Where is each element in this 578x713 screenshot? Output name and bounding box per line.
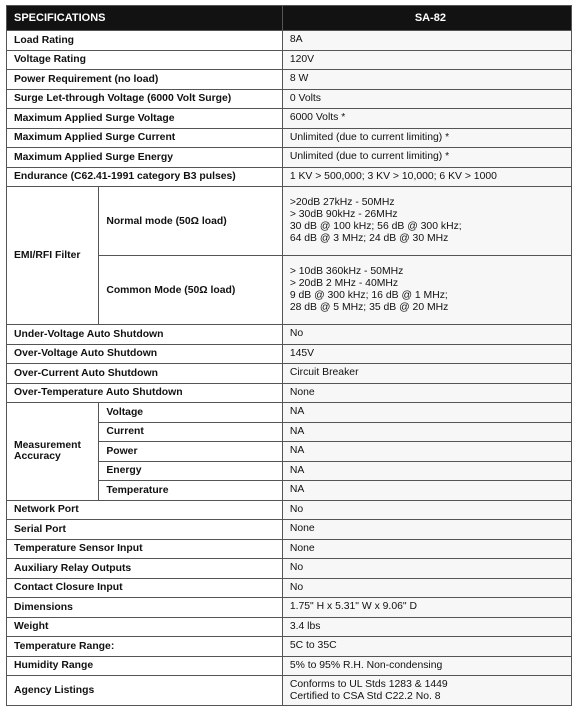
row-label: Maximum Applied Surge Current — [7, 128, 283, 148]
table-row — [7, 89, 572, 109]
measurement-item-value: NA — [282, 403, 571, 423]
measurement-item-value: NA — [282, 442, 571, 462]
table-row — [7, 656, 572, 676]
row-value: 145V — [282, 344, 571, 364]
table-row — [7, 148, 572, 168]
table-row — [7, 500, 572, 520]
row-value: None — [282, 539, 571, 559]
row-value: Unlimited (due to current limiting) * — [282, 128, 571, 148]
table-row — [7, 617, 572, 637]
row-value: No — [282, 500, 571, 520]
row-label: Temperature Sensor Input — [7, 539, 283, 559]
row-value: 0 Volts — [282, 89, 571, 109]
row-label: Network Port — [7, 500, 283, 520]
header-title: SPECIFICATIONS — [7, 6, 283, 31]
emi-common-line: > 20dB 2 MHz - 40MHz — [289, 278, 399, 289]
header-model: SA-82 — [282, 6, 571, 31]
measurement-label-line: Accuracy — [14, 451, 61, 463]
measurement-accuracy-label — [7, 403, 99, 501]
row-value: None — [282, 383, 571, 403]
emi-filter-label: EMI/RFI Filter — [7, 187, 99, 325]
measurement-item-value: NA — [282, 481, 571, 501]
emi-normal-line: >20dB 27kHz - 50MHz — [289, 197, 395, 208]
row-label: Temperature Range: — [7, 637, 283, 657]
table-row — [7, 383, 572, 403]
row-value: No — [282, 325, 571, 345]
row-label: Power Requirement (no load) — [7, 70, 283, 90]
row-label: Maximum Applied Surge Voltage — [7, 109, 283, 129]
agency-row — [7, 676, 572, 706]
row-label: Humidity Range — [7, 656, 283, 676]
row-label: Load Rating — [7, 31, 283, 51]
row-label: Dimensions — [7, 598, 283, 618]
row-value: No — [282, 559, 571, 579]
measurement-item-label: Temperature — [99, 481, 283, 501]
emi-common-line: > 10dB 360kHz - 50MHz — [289, 266, 404, 277]
emi-common-label: Common Mode (50Ω load) — [99, 256, 283, 325]
row-label: Over-Temperature Auto Shutdown — [7, 383, 283, 403]
table-row — [7, 559, 572, 579]
measurement-item-label: Current — [99, 422, 283, 442]
emi-normal-line: 30 dB @ 100 kHz; 56 dB @ 300 kHz; — [289, 221, 462, 232]
table-header-row — [7, 6, 572, 31]
measurement-item-value: NA — [282, 422, 571, 442]
table-row — [7, 637, 572, 657]
row-label: Voltage Rating — [7, 50, 283, 70]
emi-common-line: 28 dB @ 5 MHz; 35 dB @ 20 MHz — [289, 302, 449, 313]
table-row — [7, 344, 572, 364]
row-value: 5% to 95% R.H. Non-condensing — [282, 656, 571, 676]
row-value: 3.4 lbs — [282, 617, 571, 637]
row-label: Auxiliary Relay Outputs — [7, 559, 283, 579]
emi-normal-label: Normal mode (50Ω load) — [99, 187, 283, 256]
row-label: Serial Port — [7, 520, 283, 540]
measurement-item-value: NA — [282, 461, 571, 481]
emi-common-line: 9 dB @ 300 kHz; 16 dB @ 1 MHz; — [289, 290, 448, 301]
row-value: Circuit Breaker — [282, 364, 571, 384]
measurement-item-label: Energy — [99, 461, 283, 481]
row-label: Contact Closure Input — [7, 578, 283, 598]
measurement-row — [7, 403, 572, 423]
table-row — [7, 70, 572, 90]
row-label: Endurance (C62.41-1991 category B3 pulses) — [7, 167, 283, 187]
agency-label: Agency Listings — [7, 676, 283, 706]
measurement-label-line: Measurement — [14, 440, 81, 452]
table-row — [7, 520, 572, 540]
row-label: Under-Voltage Auto Shutdown — [7, 325, 283, 345]
row-label: Over-Current Auto Shutdown — [7, 364, 283, 384]
table-row — [7, 598, 572, 618]
table-row — [7, 50, 572, 70]
row-value: 8 W — [282, 70, 571, 90]
emi-normal-values — [282, 187, 571, 256]
table-row — [7, 31, 572, 51]
row-label: Surge Let-through Voltage (6000 Volt Surge) — [7, 89, 283, 109]
row-label: Over-Voltage Auto Shutdown — [7, 344, 283, 364]
table-row — [7, 325, 572, 345]
row-value: 1 KV > 500,000; 3 KV > 10,000; 6 KV > 1000 — [282, 167, 571, 187]
row-value: 5C to 35C — [282, 637, 571, 657]
row-value: No — [282, 578, 571, 598]
row-label: Maximum Applied Surge Energy — [7, 148, 283, 168]
agency-line: Certified to CSA Std C22.2 No. 8 — [289, 690, 441, 702]
table-row — [7, 578, 572, 598]
measurement-item-label: Voltage — [99, 403, 283, 423]
row-value: Unlimited (due to current limiting) * — [282, 148, 571, 168]
emi-normal-line: > 30dB 90kHz - 26MHz — [289, 209, 398, 220]
row-label: Weight — [7, 617, 283, 637]
agency-values — [282, 676, 571, 706]
table-row — [7, 167, 572, 187]
table-row — [7, 128, 572, 148]
row-value: 120V — [282, 50, 571, 70]
table-row — [7, 364, 572, 384]
row-value: 1.75" H x 5.31" W x 9.06" D — [282, 598, 571, 618]
measurement-item-label: Power — [99, 442, 283, 462]
table-row — [7, 109, 572, 129]
emi-normal-row — [7, 187, 572, 256]
table-row — [7, 539, 572, 559]
specifications-table — [6, 5, 572, 706]
row-value: 6000 Volts * — [282, 109, 571, 129]
row-value: 8A — [282, 31, 571, 51]
emi-common-values — [282, 256, 571, 325]
agency-line: Conforms to UL Stds 1283 & 1449 — [289, 678, 448, 690]
row-value: None — [282, 520, 571, 540]
emi-normal-line: 64 dB @ 3 MHz; 24 dB @ 30 MHz — [289, 233, 449, 244]
